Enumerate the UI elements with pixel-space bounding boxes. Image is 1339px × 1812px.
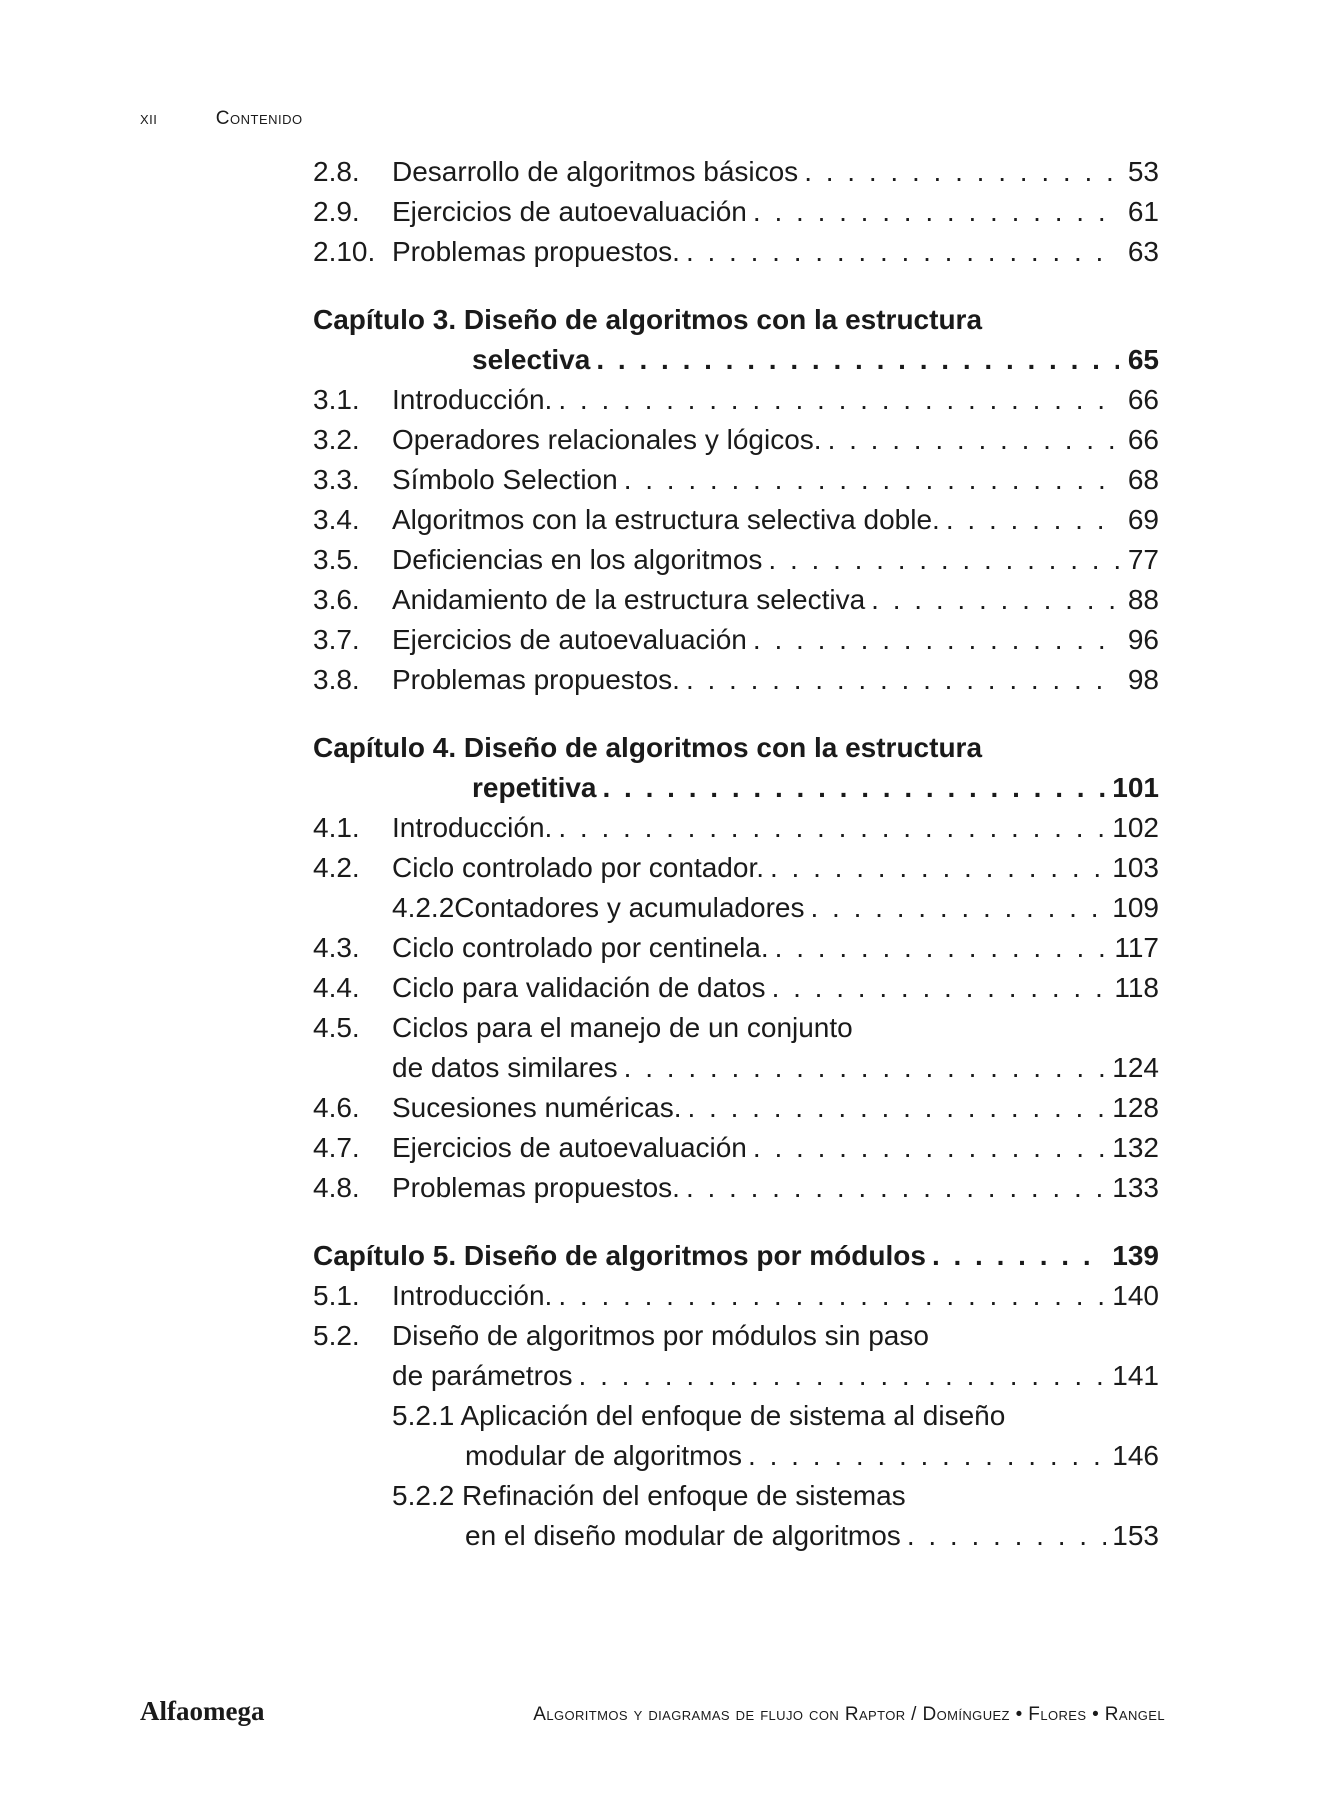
dot-leader — [871, 580, 1119, 620]
dot-leader — [686, 1168, 1106, 1208]
toc-entry — [313, 152, 1159, 192]
toc-entry — [313, 1316, 1159, 1356]
toc-entry — [313, 420, 1159, 460]
entry-title: Ciclo controlado por centinela. — [392, 932, 769, 963]
dot-leader — [768, 540, 1119, 580]
dot-leader — [624, 460, 1119, 500]
dot-leader — [579, 1356, 1107, 1396]
entry-title: Problemas propuestos. — [392, 1172, 680, 1203]
chapter-heading — [313, 728, 1159, 768]
entry-page: 117 — [1114, 932, 1159, 963]
entry-title: Anidamiento de la estructura selectiva — [392, 584, 866, 615]
entry-title: Deficiencias en los algoritmos — [392, 544, 763, 575]
chapter-page: 101 — [1112, 772, 1159, 803]
toc-entry — [313, 460, 1159, 500]
toc-entry-continuation — [313, 1356, 1159, 1396]
entry-title: Sucesiones numéricas. — [392, 1092, 682, 1123]
dot-leader — [770, 848, 1106, 888]
dot-leader — [687, 1088, 1106, 1128]
entry-title: Ciclo controlado por contador. — [392, 852, 764, 883]
dot-leader — [907, 1516, 1106, 1556]
dot-leader — [748, 1436, 1106, 1476]
entry-page: 133 — [1112, 1172, 1159, 1203]
entry-number: 3.7. — [313, 624, 360, 655]
entry-page: 69 — [1127, 504, 1159, 535]
toc-entry — [313, 1128, 1159, 1168]
publisher-logo: Alfaomega — [140, 1696, 265, 1726]
chapter-page: 65 — [1127, 344, 1159, 375]
dot-leader — [772, 968, 1109, 1008]
entry-title: Problemas propuestos. — [392, 664, 680, 695]
dot-leader — [932, 1236, 1106, 1276]
entry-title: Operadores relacionales y lógicos. — [392, 424, 822, 455]
entry-title: Ejercicios de autoevaluación — [392, 196, 747, 227]
dot-leader — [804, 152, 1119, 192]
subentry-title: 4.2.2Contadores y acumuladores — [392, 892, 805, 923]
entry-number: 5.1. — [313, 1280, 360, 1311]
entry-title: Símbolo Selection — [392, 464, 618, 495]
subentry-title-cont: modular de algoritmos — [465, 1440, 743, 1471]
entry-page: 66 — [1127, 424, 1159, 455]
toc-entry — [313, 660, 1159, 700]
toc-entry — [313, 808, 1159, 848]
chapter-title: Capítulo 3. Diseño de algoritmos con la estructura — [313, 304, 983, 335]
entry-page: 153 — [1112, 1520, 1159, 1551]
entry-title: Introducción. — [392, 1280, 553, 1311]
entry-page: 132 — [1112, 1132, 1159, 1163]
toc-entry — [313, 1168, 1159, 1208]
entry-page: 141 — [1112, 1360, 1159, 1391]
entry-page: 109 — [1112, 892, 1159, 923]
entry-page: 68 — [1127, 464, 1159, 495]
toc-entry — [313, 540, 1159, 580]
chapter-heading — [313, 1236, 1159, 1276]
dot-leader — [558, 808, 1106, 848]
entry-page: 124 — [1112, 1052, 1159, 1083]
entry-page: 102 — [1112, 812, 1159, 843]
entry-page: 88 — [1127, 584, 1159, 615]
dot-leader — [558, 1276, 1106, 1316]
dot-leader — [828, 420, 1119, 460]
entry-number: 2.8. — [313, 156, 360, 187]
entry-title-cont: de parámetros — [392, 1360, 573, 1391]
entry-number: 5.2. — [313, 1320, 360, 1351]
entry-number: 4.4. — [313, 972, 360, 1003]
entry-page: 61 — [1127, 196, 1159, 227]
dot-leader — [810, 888, 1106, 928]
entry-page: 128 — [1112, 1092, 1159, 1123]
running-header — [140, 108, 303, 130]
entry-page: 118 — [1114, 972, 1159, 1003]
entry-number: 4.6. — [313, 1092, 360, 1123]
dot-leader — [596, 340, 1119, 380]
entry-title: Ciclo para validación de datos — [392, 972, 766, 1003]
entry-number: 3.4. — [313, 504, 360, 535]
entry-number: 4.8. — [313, 1172, 360, 1203]
dot-leader — [558, 380, 1119, 420]
toc-subentry-continuation — [313, 1516, 1159, 1556]
entry-page: 53 — [1127, 156, 1159, 187]
book-title-authors: Algoritmos y diagramas de flujo con Raptor / Domínguez • Flores • Rangel — [533, 1704, 1165, 1725]
toc-entry-continuation — [313, 1048, 1159, 1088]
entry-page: 98 — [1127, 664, 1159, 695]
entry-number: 3.2. — [313, 424, 360, 455]
section-gap — [313, 1208, 1159, 1236]
toc-entry — [313, 968, 1159, 1008]
dot-leader — [753, 1128, 1106, 1168]
entry-page: 140 — [1112, 1280, 1159, 1311]
entry-title: Algoritmos con la estructura selectiva doble. — [392, 504, 940, 535]
entry-title: Ciclos para el manejo de un conjunto — [392, 1012, 853, 1043]
dot-leader — [775, 928, 1109, 968]
toc-entry — [313, 1088, 1159, 1128]
chapter-heading — [313, 300, 1159, 340]
subentry-title: 5.2.1 Aplicación del enfoque de sistema al diseño — [392, 1400, 1006, 1431]
dot-leader — [753, 620, 1119, 660]
entry-page: 96 — [1127, 624, 1159, 655]
toc-subentry-continuation — [313, 1436, 1159, 1476]
entry-title: Introducción. — [392, 812, 553, 843]
toc-entry — [313, 928, 1159, 968]
dot-leader — [624, 1048, 1107, 1088]
subentry-title-cont: en el diseño modular de algoritmos — [465, 1520, 901, 1551]
toc-entry — [313, 380, 1159, 420]
chapter-heading-continuation — [313, 340, 1159, 380]
toc-subentry — [313, 888, 1159, 928]
entry-title-cont: de datos similares — [392, 1052, 618, 1083]
entry-page: 103 — [1112, 852, 1159, 883]
header-title: Contenido — [215, 108, 303, 129]
chapter-title: Capítulo 4. Diseño de algoritmos con la estructura — [313, 732, 983, 763]
dot-leader — [946, 500, 1119, 540]
dot-leader — [686, 232, 1119, 272]
entry-number: 4.1. — [313, 812, 360, 843]
entry-page: 66 — [1127, 384, 1159, 415]
toc-entry — [313, 848, 1159, 888]
running-footer — [140, 1696, 1165, 1727]
toc-subentry — [313, 1476, 1159, 1516]
entry-number: 3.5. — [313, 544, 360, 575]
section-gap — [313, 700, 1159, 728]
entry-title: Problemas propuestos. — [392, 236, 680, 267]
entry-number: 3.8. — [313, 664, 360, 695]
entry-number: 2.9. — [313, 196, 360, 227]
entry-number: 3.3. — [313, 464, 360, 495]
toc-entry — [313, 192, 1159, 232]
entry-title: Ejercicios de autoevaluación — [392, 1132, 747, 1163]
entry-title: Ejercicios de autoevaluación — [392, 624, 747, 655]
table-of-contents — [313, 152, 1159, 1556]
subentry-title: 5.2.2 Refinación del enfoque de sistemas — [392, 1480, 906, 1511]
toc-entry — [313, 500, 1159, 540]
entry-title: Introducción. — [392, 384, 553, 415]
chapter-title-cont: repetitiva — [472, 772, 597, 803]
dot-leader — [753, 192, 1119, 232]
toc-entry — [313, 620, 1159, 660]
chapter-title-cont: selectiva — [472, 344, 591, 375]
entry-number: 4.5. — [313, 1012, 360, 1043]
toc-entry — [313, 1276, 1159, 1316]
chapter-page: 139 — [1112, 1240, 1159, 1271]
entry-page: 63 — [1127, 236, 1159, 267]
dot-leader — [686, 660, 1119, 700]
entry-page: 146 — [1112, 1440, 1159, 1471]
entry-number: 4.7. — [313, 1132, 360, 1163]
entry-number: 3.1. — [313, 384, 360, 415]
entry-page: 77 — [1127, 544, 1159, 575]
entry-title: Desarrollo de algoritmos básicos — [392, 156, 799, 187]
toc-subentry — [313, 1396, 1159, 1436]
entry-title: Diseño de algoritmos por módulos sin paso — [392, 1320, 929, 1351]
chapter-heading-continuation — [313, 768, 1159, 808]
page-number: xii — [140, 108, 158, 129]
toc-entry — [313, 1008, 1159, 1048]
chapter-title: Capítulo 5. Diseño de algoritmos por módulos — [313, 1240, 926, 1271]
toc-entry — [313, 580, 1159, 620]
entry-number: 4.2. — [313, 852, 360, 883]
entry-number: 2.10. — [313, 236, 376, 267]
entry-number: 3.6. — [313, 584, 360, 615]
entry-number: 4.3. — [313, 932, 360, 963]
dot-leader — [603, 768, 1107, 808]
toc-entry — [313, 232, 1159, 272]
section-gap — [313, 272, 1159, 300]
